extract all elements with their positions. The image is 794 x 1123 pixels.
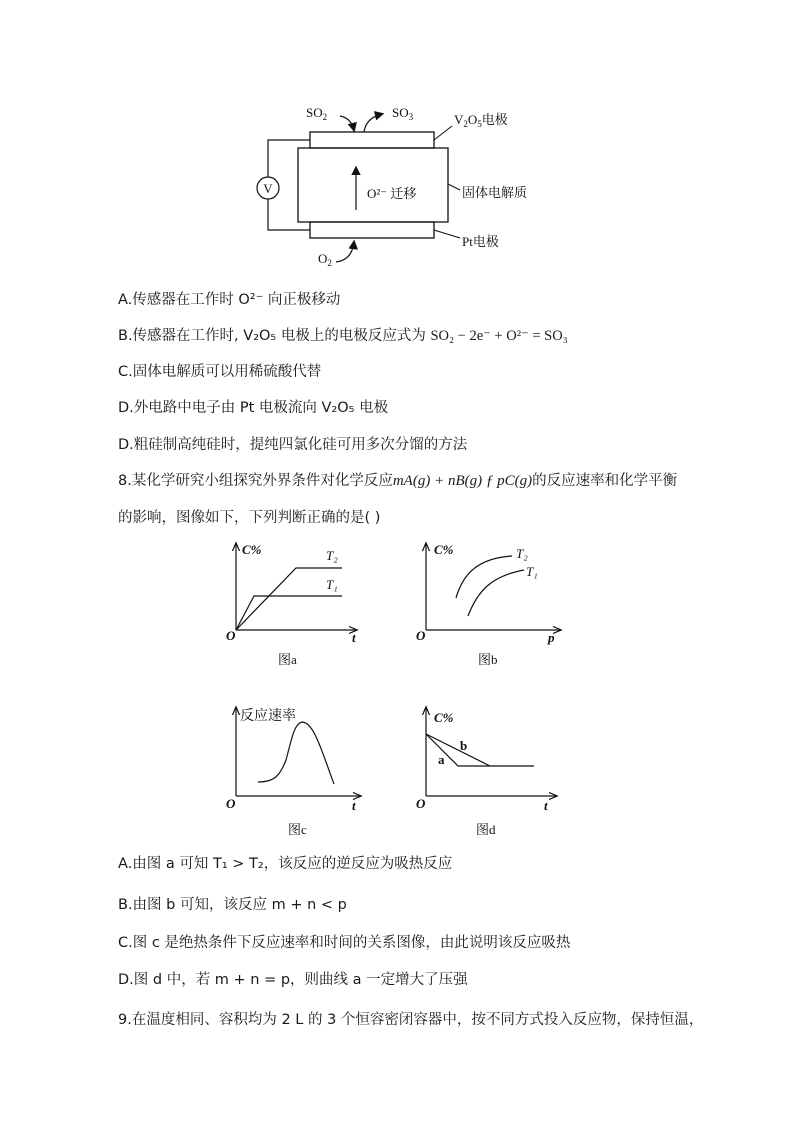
graph-d-caption: 图d — [476, 822, 496, 837]
graph-a — [222, 540, 372, 670]
so2-label: $SO_2$ — [306, 105, 328, 122]
q8-stem-suffix: 的反应速率和化学平衡 — [532, 473, 678, 489]
graph-b-caption: 图b — [478, 652, 498, 667]
graph-d-curve-b — [426, 734, 490, 766]
pt-label: Pt电极 — [462, 234, 499, 249]
q7-option-c: C.固体电解质可以用稀硫酸代替 — [118, 364, 322, 380]
graph-d-b-label: b — [460, 738, 468, 753]
graph-c-caption: 图c — [288, 822, 307, 837]
graph-a-ylabel: C% — [242, 542, 262, 557]
q8-option-d: D.图 d 中，若 m + n = p，则曲线 a 一定增大了压强 — [118, 972, 468, 988]
q8-stem-formula: mA(g) + nB(g) ƒ pC(g) — [392, 473, 533, 489]
v2o5-electrode — [310, 132, 434, 148]
graph-c-origin: O — [226, 796, 236, 811]
graph-c-ylabel: 反应速率 — [240, 708, 296, 724]
graph-b-curve-t2 — [456, 556, 512, 598]
graph-d-a-label: a — [438, 752, 445, 767]
graph-b-t1-label: T₁ — [526, 564, 538, 579]
graph-c-xlabel: t — [352, 798, 356, 813]
extra-option-d: D.粗硅制高纯硅时，提纯四氯化硅可用多次分馏的方法 — [118, 437, 468, 453]
migration-label: O²⁻ 迁移 — [367, 186, 417, 201]
graph-b-ylabel: C% — [434, 542, 454, 557]
q7-option-a: A.传感器在工作时 O²⁻ 向正极移动 — [118, 292, 341, 308]
graph-d-xlabel: t — [544, 798, 548, 813]
q7-option-b — [118, 326, 568, 346]
q8-option-c: C.图 c 是绝热条件下反应速率和时间的关系图像，由此说明该反应吸热 — [118, 935, 571, 951]
q7-option-d: D.外电路中电子由 Pt 电极流向 V₂O₅ 电极 — [118, 400, 389, 416]
voltmeter-label: V — [263, 181, 273, 196]
q8-stem-line2: 的影响，图像如下，下列判断正确的是( ) — [118, 510, 381, 526]
so3-label: $SO_3$ — [392, 105, 414, 122]
graph-c — [222, 704, 372, 840]
graph-a-t1-label: T₁ — [326, 577, 338, 592]
q7-option-b-formula: SO₂ − 2e⁻ + O²⁻ = SO₃ — [430, 328, 568, 344]
o2-label: $O_2$ — [318, 251, 332, 268]
solid-electrolyte — [298, 148, 448, 222]
electrolyte-label: 固体电解质 — [462, 185, 528, 200]
q7-option-b-text: B.传感器在工作时, V₂O₅ 电极上的电极反应式为 — [118, 328, 431, 344]
sensor-cell-diagram — [248, 98, 548, 270]
graph-b — [412, 540, 572, 670]
q8-option-a: A.由图 a 可知 T₁ > T₂，该反应的逆反应为吸热反应 — [118, 856, 453, 872]
graph-a-t2-label: T₂ — [326, 548, 338, 563]
v2o5-label: $V_2O_5$电极 — [454, 112, 508, 129]
graph-a-xlabel: t — [352, 630, 356, 645]
graph-b-xlabel: p — [548, 630, 555, 645]
graph-b-origin: O — [416, 628, 426, 643]
q9-stem: 9.在温度相同、容积均为 2 L 的 3 个恒容密闭容器中，按不同方式投入反应物，保持恒温， — [118, 1012, 704, 1028]
pt-electrode — [310, 222, 434, 238]
graph-d-origin: O — [416, 796, 426, 811]
graph-d — [412, 704, 562, 840]
graph-d-ylabel: C% — [434, 710, 454, 725]
q8-stem-prefix: 8.某化学研究小组探究外界条件对化学反应 — [118, 473, 393, 489]
graph-b-curve-t1 — [468, 570, 524, 616]
q8-option-b: B.由图 b 可知，该反应 m + n < p — [118, 897, 347, 913]
graph-a-caption: 图a — [278, 652, 297, 667]
graph-a-origin: O — [226, 628, 236, 643]
graph-b-t2-label: T₂ — [516, 546, 528, 561]
q8-stem-line1 — [118, 471, 677, 491]
graph-c-rate-curve — [258, 722, 334, 784]
